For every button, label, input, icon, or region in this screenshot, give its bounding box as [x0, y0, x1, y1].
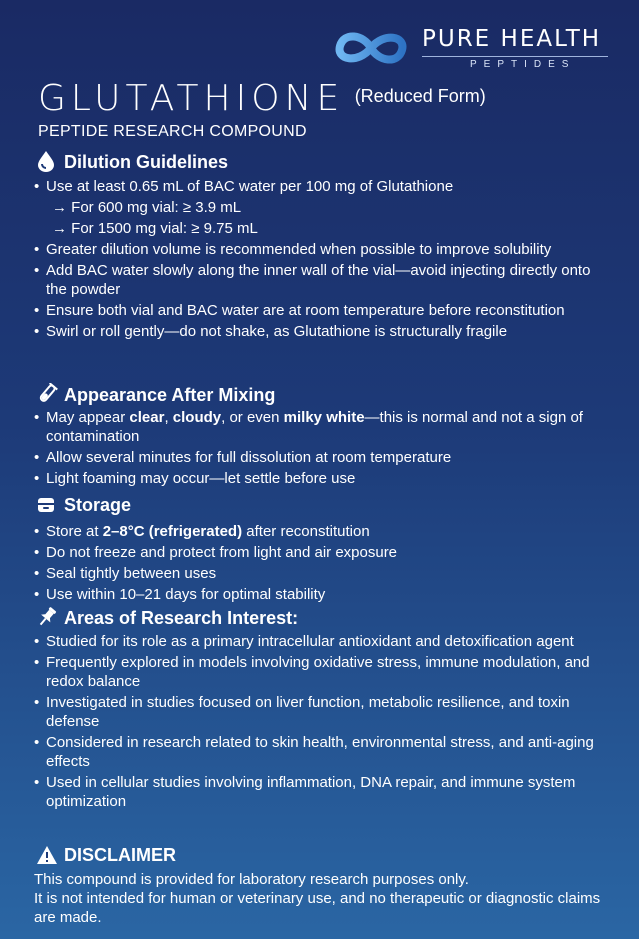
storage-list [34, 522, 614, 606]
bold-term: milky white [283, 409, 365, 426]
list-item: • Do not freeze and protect from light and air exposure [34, 543, 614, 562]
disclaimer-line: It is not intended for human or veterinary use, and no therapeutic or diagnostic claims are made. [34, 890, 601, 926]
page-subtitle: PEPTIDE RESEARCH COMPOUND [38, 123, 307, 140]
disclaimer-heading [36, 845, 176, 867]
dilution-heading-text: Dilution Guidelines [64, 152, 229, 172]
list-item: • Light foaming may occur—let settle before use [34, 469, 614, 488]
brand-name: PURE HEALTH [422, 26, 602, 52]
list-item: • Considered in research related to skin health, environmental stress, and anti-aging effects [34, 733, 614, 771]
research-heading-text: Areas of Research Interest: [64, 608, 299, 628]
bold-term: cloudy [172, 409, 222, 426]
appearance-heading-text: Appearance After Mixing [64, 385, 276, 405]
list-item: • May appear clear, cloudy, or even milky white—this is normal and not a sign of contamination [34, 408, 614, 446]
list-item: • Frequently explored in models involving oxidative stress, immune modulation, and redox balance [34, 653, 614, 691]
appearance-heading [36, 383, 275, 406]
list-item: • Store at 2–8°C (refrigerated) after reconstitution [34, 522, 614, 541]
brand-divider [422, 56, 608, 57]
storage-heading [36, 495, 131, 517]
dilution-heading [36, 150, 228, 173]
test-tube-icon [36, 383, 58, 405]
list-item: • Greater dilution volume is recommended when possible to improve solubility [34, 240, 614, 259]
list-item: • Ensure both vial and BAC water are at room temperature before reconstitution [34, 301, 614, 320]
disclaimer-line: This compound is provided for laboratory research purposes only. [34, 871, 469, 888]
disclaimer-text [34, 870, 614, 927]
droplet-icon [36, 150, 58, 172]
list-item: • Studied for its role as a primary intracellular antioxidant and detoxification agent [34, 632, 614, 651]
list-subitem: → For 1500 mg vial: ≥ 9.75 mL [52, 220, 258, 237]
list-item: • Add BAC water slowly along the inner wall of the vial—avoid injecting directly onto the powder [34, 261, 614, 299]
page-title: GLUTATHIONE [38, 78, 345, 119]
list-subitem: → For 600 mg vial: ≥ 3.9 mL [52, 199, 242, 216]
brand-subname: PEPTIDES [470, 59, 576, 70]
list-item: • Used in cellular studies involving inflammation, DNA repair, and immune system optimization [34, 773, 614, 811]
storage-box-icon [36, 495, 58, 517]
storage-heading-text: Storage [64, 495, 132, 515]
warning-icon [36, 845, 58, 867]
bold-term: 2–8°C (refrigerated) [102, 523, 243, 540]
list-item: • Allow several minutes for full dissolution at room temperature [34, 448, 614, 467]
research-list [34, 632, 614, 813]
title-row [38, 78, 486, 119]
dilution-list [34, 177, 614, 343]
infinity-icon [330, 24, 412, 72]
list-item: • Use at least 0.65 mL of BAC water per 100 mg of Glutathione [34, 177, 614, 196]
list-item: • Swirl or roll gently—do not shake, as Glutathione is structurally fragile [34, 322, 614, 341]
pushpin-icon [36, 606, 58, 628]
list-item: • Use within 10–21 days for optimal stability [34, 585, 614, 604]
title-form: (Reduced Form) [354, 86, 486, 106]
brand-logo [330, 22, 620, 78]
appearance-list [34, 408, 614, 490]
list-item: • Seal tightly between uses [34, 564, 614, 583]
bold-term: clear [129, 409, 165, 426]
list-item: • Investigated in studies focused on liver function, metabolic resilience, and toxin defense [34, 693, 614, 731]
research-heading [36, 606, 298, 629]
disclaimer-heading-text: DISCLAIMER [64, 845, 176, 865]
